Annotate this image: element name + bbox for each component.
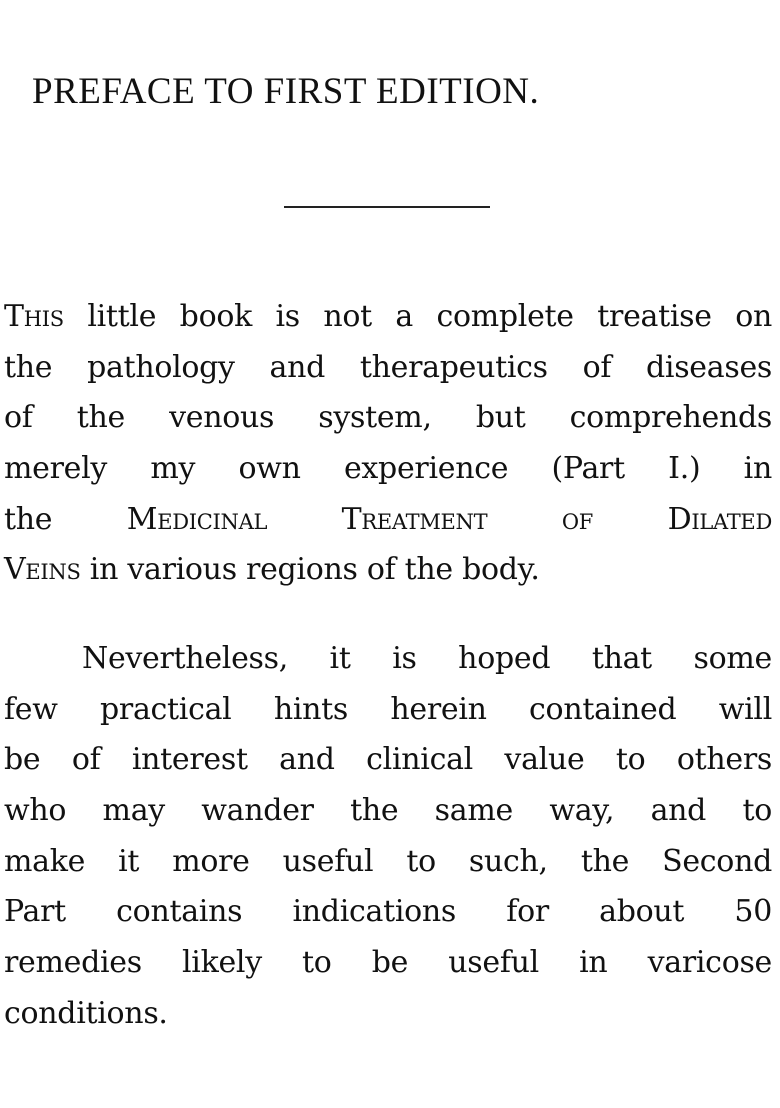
text-line — [4, 393, 772, 444]
page-heading: PREFACE TO FIRST EDITION. — [32, 71, 540, 112]
line-text: merely my own experience (Part I.) in — [4, 451, 772, 487]
line-text: in various regions of the body. — [80, 552, 540, 588]
text-line — [4, 634, 772, 685]
text-line — [4, 887, 772, 938]
text-line — [4, 292, 772, 343]
line-text: the pathology and therapeutics of diseases — [4, 349, 772, 385]
text-line — [4, 837, 772, 888]
text-line — [4, 685, 772, 736]
paragraph-2 — [4, 634, 772, 1040]
small-caps-text: This — [4, 299, 64, 334]
line-text: Part contains indications for about 50 — [4, 894, 772, 930]
text-line — [4, 989, 772, 1040]
text-line — [4, 735, 772, 786]
text-line — [4, 786, 772, 837]
line-text: conditions. — [4, 995, 168, 1031]
line-text: be of interest and clinical value to others — [4, 742, 772, 778]
text-line — [4, 444, 772, 495]
line-text: few practical hints herein contained will — [4, 691, 772, 727]
text-line — [4, 938, 772, 989]
text-line — [4, 545, 772, 596]
line-text: remedies likely to be useful in varicose — [4, 945, 772, 981]
text-line — [4, 343, 772, 394]
line-text: the — [4, 501, 127, 537]
line-text: little book is not a complete treatise on — [63, 299, 772, 334]
paragraph-1 — [4, 292, 772, 596]
line-text: make it more useful to such, the Second — [4, 843, 772, 879]
small-caps-text: Veins — [4, 552, 81, 588]
line-text: of the venous system, but comprehends — [4, 400, 772, 436]
small-caps-text: Medicinal Treatment of Dilated — [126, 501, 772, 537]
section-divider-rule — [284, 206, 490, 208]
line-text: Nevertheless, it is hoped that some — [82, 641, 772, 676]
text-line — [4, 495, 772, 546]
line-text: who may wander the same way, and to — [4, 793, 772, 829]
